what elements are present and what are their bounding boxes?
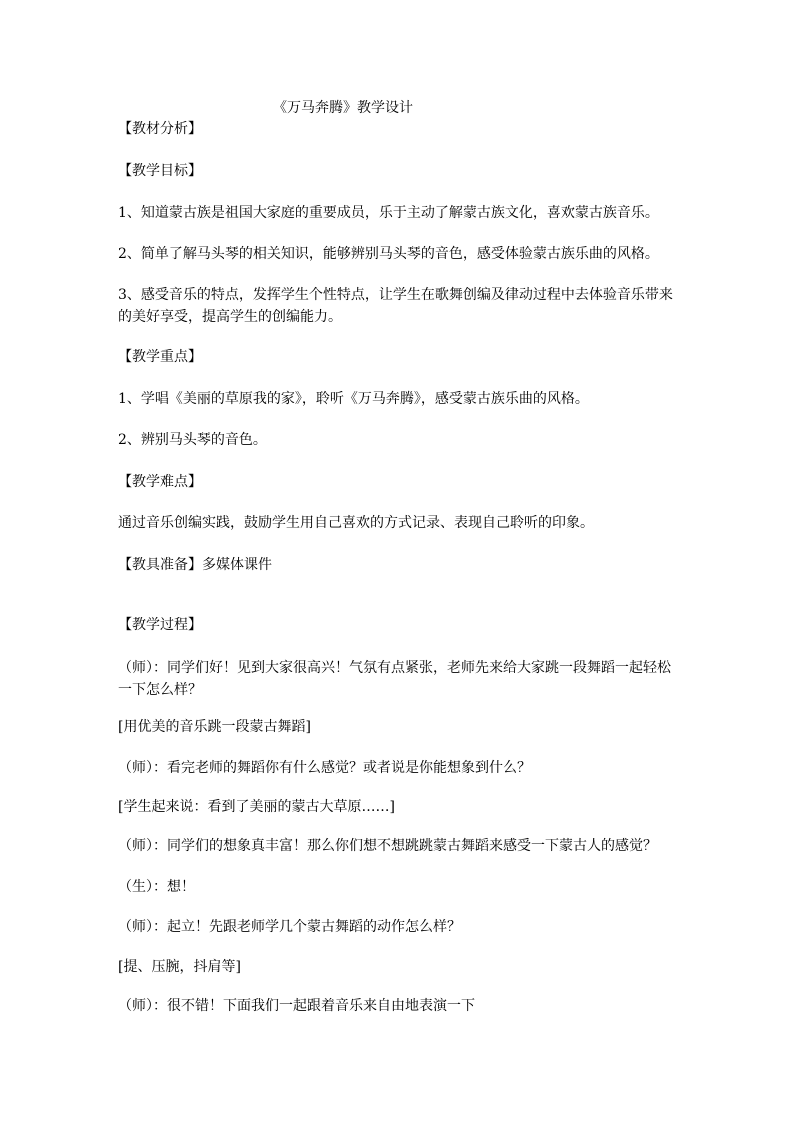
materials-line: 【教具准备】多媒体课件 [118,557,272,573]
key-point-1: 1、学唱《美丽的草原我的家》，聆听《万马奔腾》，感受蒙古族乐曲的风格。 [118,391,589,407]
action-line-3: [提、压腕，抖肩等] [118,959,241,975]
section-heading-key-points: 【教学重点】 [118,349,202,365]
document-title: 《万马奔腾》教学设计 [273,100,413,116]
section-heading-difficulty: 【教学难点】 [118,474,202,490]
key-point-2: 2、辨别马头琴的音色。 [118,432,267,448]
dialog-line-3: （师）：同学们的想象真丰富！那么你们想不想跳跳蒙古舞蹈来感受一下蒙古人的感觉？ [118,838,657,854]
section-heading-process: 【教学过程】 [118,617,202,633]
action-line-2: [学生起来说：看到了美丽的蒙古大草原……] [118,799,395,815]
dialog-line-2: （师）：看完老师的舞蹈你有什么感觉？或者说是你能想象到什么？ [118,760,531,776]
goal-item-2: 2、简单了解马头琴的相关知识，能够辨别马头琴的音色，感受体验蒙古族乐曲的风格。 [118,246,659,262]
dialog-line-5: （师）：起立！先跟老师学几个蒙古舞蹈的动作怎么样？ [118,919,461,935]
section-heading-goals: 【教学目标】 [118,163,202,179]
section-heading-analysis: 【教材分析】 [118,121,202,137]
goal-item-3: 3、感受音乐的特点，发挥学生个性特点，让学生在歌舞创编及律动过程中去体验音乐带来的美好享受，提高学生的创编能力。 [118,287,673,325]
goal-item-1: 1、知道蒙古族是祖国大家庭的重要成员，乐于主动了解蒙古族文化，喜欢蒙古族音乐。 [118,205,659,221]
dialog-line-4: （生）：想！ [118,879,195,895]
dialog-line-1: （师）：同学们好！见到大家很高兴！气氛有点紧张，老师先来给大家跳一段舞蹈一起轻松一下怎么样？ [118,660,671,698]
dialog-line-6: （师）：很不错！下面我们一起跟着音乐来自由地表演一下 [118,998,475,1014]
action-line-1: [用优美的音乐跳一段蒙古舞蹈] [118,719,311,735]
difficulty-text: 通过音乐创编实践，鼓励学生用自己喜欢的方式记录、表现自己聆听的印象。 [118,515,594,531]
